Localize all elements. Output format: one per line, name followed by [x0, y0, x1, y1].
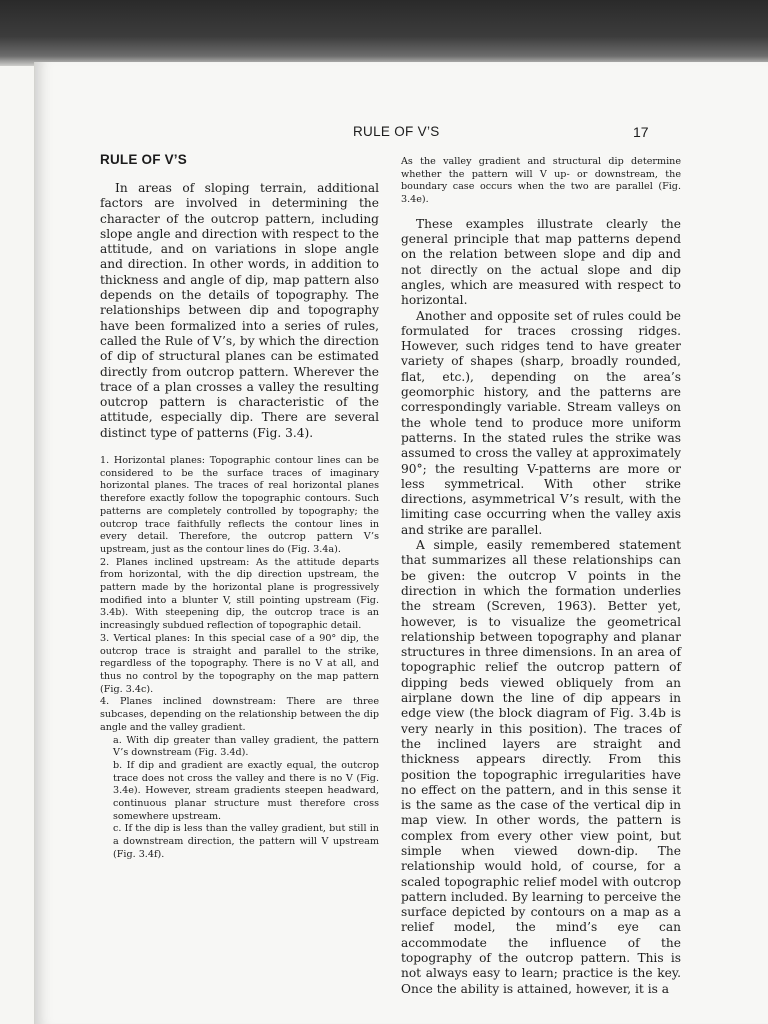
section-heading: RULE OF V’S: [100, 152, 187, 167]
right-column: [401, 156, 681, 997]
sub-list-item: c. If the dip is less than the valley gradient, but still in a downstream direction, the pattern will V upstream (Fig. 3.4f).: [113, 823, 379, 860]
list-item: 2. Planes inclined upstream: As the attitude departs from horizontal, with the dip direction upstream, the pattern made by the horizontal plane is progressively modified into a blunter V, still pointing upstream (Fig. 3.4b). With steepening dip, the outcrop trace is an increasingly subdued reflection of topographic detail.: [100, 556, 379, 632]
intro-paragraph: In areas of sloping terrain, additional factors are involved in determining the character of the outcrop pattern, including slope angle and direction with respect to the attitude, and on variations in slope angle and direction. In other words, in addition to thickness and angle of dip, map pattern also depends on the details of topography. The relationships between dip and topography have been formalized into a series of rules, called the Rule of V’s, by which the direction of dip of structural planes can be estimated directly from outcrop pattern. Wherever the trace of a plan crosses a valley the resulting outcrop pattern is characteristic of the attitude, especially dip. There are several distinct type of patterns (Fig. 3.4).: [100, 181, 379, 440]
body-paragraph: These examples illustrate clearly the general principle that map patterns depend on the relation between slope and dip and not directly on the actual slope and dip angles, which are measured with respect to horizontal.: [401, 216, 681, 308]
body-paragraph: Another and opposite set of rules could be formulated for traces crossing ridges. However, such ridges tend to have greater variety of shapes (sharp, broadly rounded, flat, etc.), depending on the area’s geomorphic history, and the patterns are correspondingly variable. Stream valleys on the whole tend to produce more uniform patterns. In the stated rules the strike was assumed to cross the valley at approximately 90°; the resulting V-patterns are more or less symmetrical. With other strike directions, asymmetrical V’s result, with the limiting case occurring when the valley axis and strike are parallel.: [401, 308, 681, 537]
left-column: [100, 152, 379, 862]
pattern-list: [100, 455, 379, 862]
body-paragraph: A simple, easily remembered statement that summarizes all these relationships can be given: the outcrop V points in the direction in which the formation underlies the stream (Screven, 1963). Better yet, however, is to visualize the geometrical relationship between topography and planar structures in three dimensions. In an area of topographic relief the outcrop pattern of dipping beds viewed obliquely from an airplane down the line of dip appears in edge view (the block diagram of Fig. 3.4b is very nearly in this position). The traces of the inclined layers are straight and thickness appears directly. From this position the topographic irregularities have no effect on the pattern, and in this sense it is the same as the case of the vertical dip in map view. In other words, the pattern is complex from every other view point, but simple when viewed down-dip. The relationship would hold, of course, for a scaled topographic relief model with outcrop pattern included. By learning to perceive the surface depicted by contours on a map as a relief model, the mind’s eye can accommodate the influence of the topography of the outcrop pattern. This is not always easy to learn; practice is the key. Once the ability is attained, however, it is a: [401, 538, 681, 996]
scan-shadow-band: [0, 0, 768, 66]
page-number: 17: [633, 124, 649, 140]
list-item: 4. Planes inclined downstream: There are three subcases, depending on the relationship between the dip angle and the valley gradient.: [100, 696, 379, 733]
list-item: 3. Vertical planes: In this special case of a 90° dip, the outcrop trace is straight and parallel to the strike, regardless of the topography. There is no V at all, and thus no control by the topography on the map pattern (Fig. 3.4c).: [100, 632, 379, 695]
running-head: RULE OF V’S: [353, 124, 440, 139]
list-item: 1. Horizontal planes: Topographic contour lines can be considered to be the surface traces of imaginary horizontal planes. The traces of real horizontal planes therefore exactly follow the topographic contours. Such patterns are completely controlled by topography; the outcrop trace faithfully reflects the contour lines in every detail. Therefore, the outcrop pattern V’s upstream, just as the contour lines do (Fig. 3.4a).: [100, 455, 379, 555]
boundary-note: As the valley gradient and structural dip determine whether the pattern will V up- or downstream, the boundary case occurs when the two are parallel (Fig. 3.4e).: [401, 156, 681, 206]
right-body: [401, 217, 681, 997]
sub-list-item: a. With dip greater than valley gradient, the pattern V’s downstream (Fig. 3.4d).: [113, 734, 379, 759]
sub-list-item: b. If dip and gradient are exactly equal, the outcrop trace does not cross the valley and there is no V (Fig. 3.4e). However, stream gradients steepen headward, continuous planar structure must therefore cross somewhere upstream.: [113, 759, 379, 822]
